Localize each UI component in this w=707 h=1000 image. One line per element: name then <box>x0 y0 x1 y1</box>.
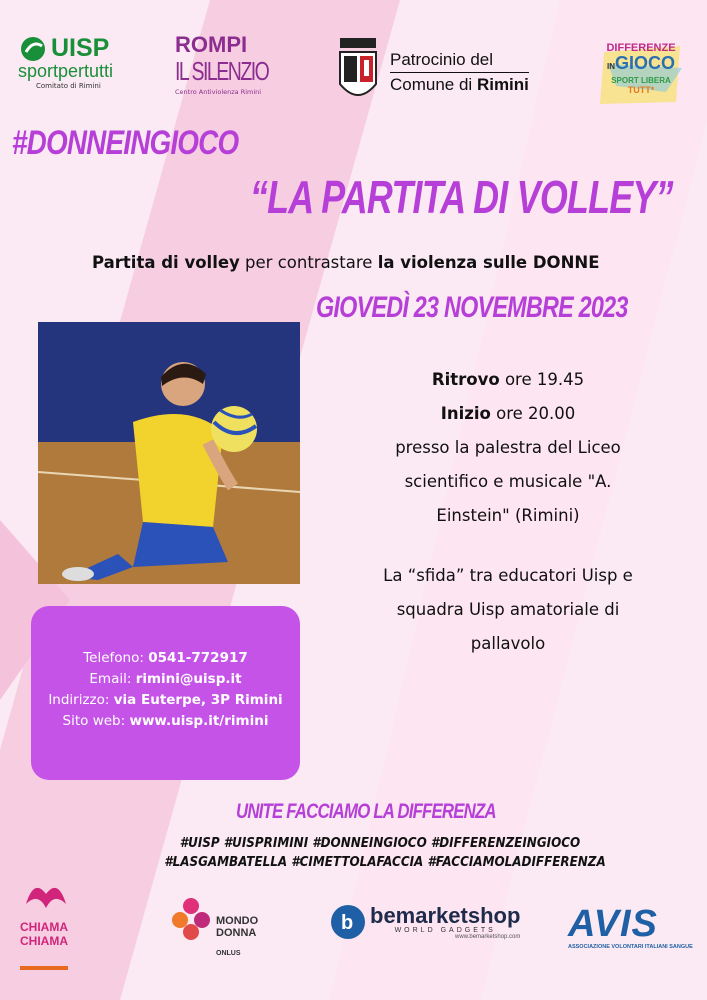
uisp-runner-icon <box>18 36 48 62</box>
phone-value[interactable]: 0541-772917 <box>148 650 248 666</box>
avis-logo <box>568 903 693 950</box>
address-label: Indirizzo: <box>48 692 114 708</box>
differenze-in-gioco-logo <box>596 42 686 95</box>
web-label: Sito web: <box>62 713 130 729</box>
rompi-line2: IL SILENZIO <box>175 56 269 86</box>
uisp-logo <box>18 34 113 90</box>
address-value: via Euterpe, 3P Rimini <box>113 692 283 708</box>
main-title: “LA PARTITA DI VOLLEY” <box>250 171 673 223</box>
phone-label: Telefono: <box>83 650 149 666</box>
contact-web <box>31 711 300 732</box>
patrocinio-line2a: Comune di <box>390 74 477 94</box>
differenze-in: IN <box>606 62 615 71</box>
volleyball-player-illustration <box>38 322 300 584</box>
email-label: Email: <box>89 671 136 687</box>
challenge-line-1: La “sfida” tra educatori Uisp e <box>383 566 633 585</box>
chiama-line2: CHIAMA <box>20 934 68 948</box>
mondo-donna-logo <box>170 892 259 957</box>
mondo-line2: DONNA <box>216 927 257 939</box>
avis-name: AVIS <box>568 903 658 945</box>
bemarketshop-icon <box>330 904 366 940</box>
bemarketshop-logo <box>330 904 520 940</box>
contact-phone <box>31 648 300 669</box>
hashtags-line-1: #UISP #UISPRIMINI #DONNEINGIOCO #DIFFERENZEINGIOCO <box>179 836 581 851</box>
comune-rimini-logo <box>336 38 529 106</box>
subtitle-c: la violenza sulle DONNE <box>377 253 600 272</box>
challenge-line-2: squadra Uisp amatoriale di <box>396 600 620 619</box>
chiama-bar <box>20 966 68 970</box>
inizio-line <box>348 397 668 431</box>
rompi-sub: Centro Antiviolenza Rimini <box>175 88 262 96</box>
mondo-line3: ONLUS <box>216 950 241 957</box>
chiama-line1: CHIAMA <box>20 920 68 934</box>
mondo-donna-icon <box>170 892 212 944</box>
contact-box <box>31 606 300 780</box>
bemarketshop-sub: WORLD GADGETS <box>394 926 496 934</box>
differenze-line4: TUTT* <box>627 85 655 95</box>
ritrovo-time: ore 19.45 <box>499 370 585 389</box>
contact-email <box>31 669 300 690</box>
hashtag-title: #DONNEINGIOCO <box>12 124 239 162</box>
chiama-chiama-icon <box>20 874 72 918</box>
uisp-name: UISP <box>51 34 110 62</box>
chiama-chiama-logo <box>20 874 110 970</box>
contact-address <box>31 690 300 711</box>
event-details <box>348 363 668 661</box>
place-line-1: presso la palestra del Liceo <box>395 438 621 457</box>
rompi-silenzio-logo <box>175 34 299 96</box>
rimini-crest-icon <box>336 38 380 106</box>
email-value[interactable]: rimini@uisp.it <box>135 671 242 687</box>
event-date: GIOVEDÌ 23 NOVEMBRE 2023 <box>316 291 628 324</box>
svg-text:b: b <box>341 912 354 934</box>
place-line-2: scientifico e musicale "A. <box>404 472 612 491</box>
hashtags-line-2: #LASGAMBATELLA #CIMETTOLAFACCIA #FACCIAMOLADIFFERENZA <box>164 855 606 870</box>
subtitle-a: Partita di volley <box>92 253 240 272</box>
volleyball-player-photo <box>38 322 300 584</box>
rompi-line1: ROMPI <box>175 32 248 57</box>
patrocinio-line2b: Rimini <box>476 74 529 94</box>
differenze-line3: SPORT LIBERA <box>611 76 671 85</box>
subtitle <box>92 253 599 272</box>
uisp-sub: Comitato di Rimini <box>36 82 101 90</box>
ritrovo-line <box>348 363 668 397</box>
avis-sub: ASSOCIAZIONE VOLONTARI ITALIANI SANGUE <box>568 944 693 950</box>
patrocinio-line1: Patrocinio del <box>390 50 529 73</box>
inizio-label: Inizio <box>440 404 491 423</box>
web-value[interactable]: www.uisp.it/rimini <box>129 713 269 729</box>
mondo-line1: MONDO <box>216 915 259 927</box>
uisp-tagline: sportpertutti <box>18 61 114 81</box>
ritrovo-label: Ritrovo <box>431 370 500 389</box>
differenze-line1: DIFFERENZE <box>606 42 676 54</box>
differenze-line2: GIOCO <box>614 53 675 73</box>
subtitle-b: per contrastare <box>239 253 378 272</box>
inizio-time: ore 20.00 <box>490 404 576 423</box>
place-line-3: Einstein" (Rimini) <box>436 506 580 525</box>
slogan: UNITE FACCIAMO LA DIFFERENZA <box>236 800 496 823</box>
challenge-line-3: pallavolo <box>470 634 546 653</box>
bemarketshop-url: www.bemarketshop.com <box>455 933 521 940</box>
bemarketshop-name: bemarketshop <box>370 902 521 928</box>
